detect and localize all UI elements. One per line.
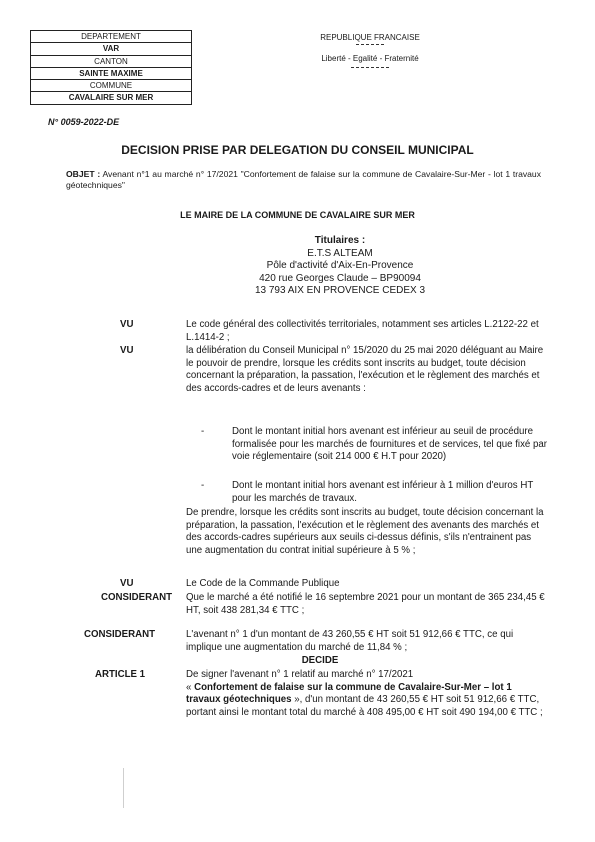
titulaire-line: 13 793 AIX EN PROVENCE CEDEX 3	[254, 285, 426, 297]
vu-label: VU	[120, 578, 134, 589]
titulaire-line: 420 rue Georges Claude – BP90094	[259, 272, 421, 284]
admin-line-commune: CAVALAIRE SUR MER	[68, 93, 154, 103]
admin-line-commune-label: COMMUNE	[31, 80, 191, 92]
maire-heading: LE MAIRE DE LA COMMUNE DE CAVALAIRE SUR MER	[180, 210, 415, 220]
titulaires-heading: Titulaires :	[314, 235, 366, 246]
article-text-rest: », d'un montant de 43 260,55 € HT soit 51 912,66 € TTC, portant ainsi le montant total du marché à 408 495,00 € HT soit 490 194,00 € TTC ;	[186, 694, 543, 718]
article-quoted-title: Confortement de falaise sur la commune de Cavalaire-Sur-Mer – lot 1 travaux géotechniques	[186, 681, 512, 705]
objet-paragraph	[66, 169, 541, 191]
bullet-text: Dont le montant initial hors avenant est inférieur au seuil de procédure formalisée pour les marchés de fournitures et de services, tel que fixé par voie réglementaire (soit 214 000 € H.T pour 2020)	[232, 426, 547, 462]
scan-mark	[123, 768, 124, 808]
titulaire-line: E.T.S ALTEAM	[307, 247, 373, 259]
titulaire-line: Pôle d'activité d'Aix-En-Provence	[266, 260, 414, 272]
separator	[356, 44, 384, 50]
bullet-mark: -	[201, 426, 205, 437]
article-quote-open: «	[186, 681, 195, 693]
vu-label: VU	[120, 345, 134, 356]
article-text-intro: De signer l'avenant n° 1 relatif au marché n° 17/2021	[186, 669, 414, 680]
article-text	[186, 669, 546, 719]
article-label: ARTICLE 1	[95, 669, 146, 680]
considerant-text: Que le marché a été notifié le 16 septembre 2021 pour un montant de 365 234,45 € HT, soit 438 281,34 € TTC ;	[186, 592, 545, 616]
separator	[351, 67, 389, 68]
admin-line-department-label: DEPARTEMENT	[31, 31, 191, 43]
decision-number: N° 0059-2022-DE	[48, 117, 120, 127]
objet-label: OBJET :	[66, 169, 101, 179]
bullet-text: Dont le montant initial hors avenant est inférieur à 1 million d'euros HT pour les marchés de travaux.	[232, 480, 534, 504]
administrative-box	[30, 30, 192, 105]
vu-text: Le Code de la Commande Publique	[186, 578, 340, 589]
considerant-text: L'avenant n° 1 d'un montant de 43 260,55 € HT soit 51 912,66 € TTC, ce qui implique une augmentation du marché de 11,84 % ;	[186, 629, 514, 653]
republic-header	[300, 33, 440, 68]
republic-motto: Liberté - Egalité - Fraternité	[321, 54, 419, 63]
republic-title: REPUBLIQUE FRANCAISE	[320, 33, 420, 42]
vu-label: VU	[120, 319, 134, 330]
titulaires-block	[240, 235, 440, 298]
admin-line-canton: SAINTE MAXIME	[31, 68, 191, 80]
document-title: DECISION PRISE PAR DELEGATION DU CONSEIL MUNICIPAL	[121, 143, 474, 157]
vu-text: la délibération du Conseil Municipal n° 15/2020 du 25 mai 2020 déléguant au Maire le pouvoir de prendre, lorsque les crédits sont inscrits au budget, toute décision concernant la préparation, la passation, l'exécution et le règlement des marchés et des accords-cadres et de leurs avenants :	[186, 345, 544, 394]
objet-text: Avenant n°1 au marché n° 17/2021 "Confortement de falaise sur la commune de Cavalaire-Sur-Mer - lot 1 travaux géotechniques"	[66, 169, 541, 190]
considerant-label: CONSIDERANT	[84, 629, 156, 640]
considerant-label: CONSIDERANT	[101, 592, 173, 603]
vu-text: Le code général des collectivités territoriales, notamment ses articles L.2122-22 et L.1414-2 ;	[186, 319, 539, 343]
admin-line-canton-label: CANTON	[31, 56, 191, 68]
vu-text-continuation: De prendre, lorsque les crédits sont inscrits au budget, toute décision concernant la préparation, la passation, l'exécution et le règlement des avenants des marchés et des accords-cadres supérieurs aux seuils ci-dessus définis, s'ils n'entrainent pas une augmentation du contrat initial supérieure à 5 % ;	[186, 507, 544, 556]
decide-heading: DECIDE	[301, 655, 339, 666]
admin-line-department: VAR	[31, 43, 191, 55]
bullet-mark: -	[201, 480, 205, 491]
